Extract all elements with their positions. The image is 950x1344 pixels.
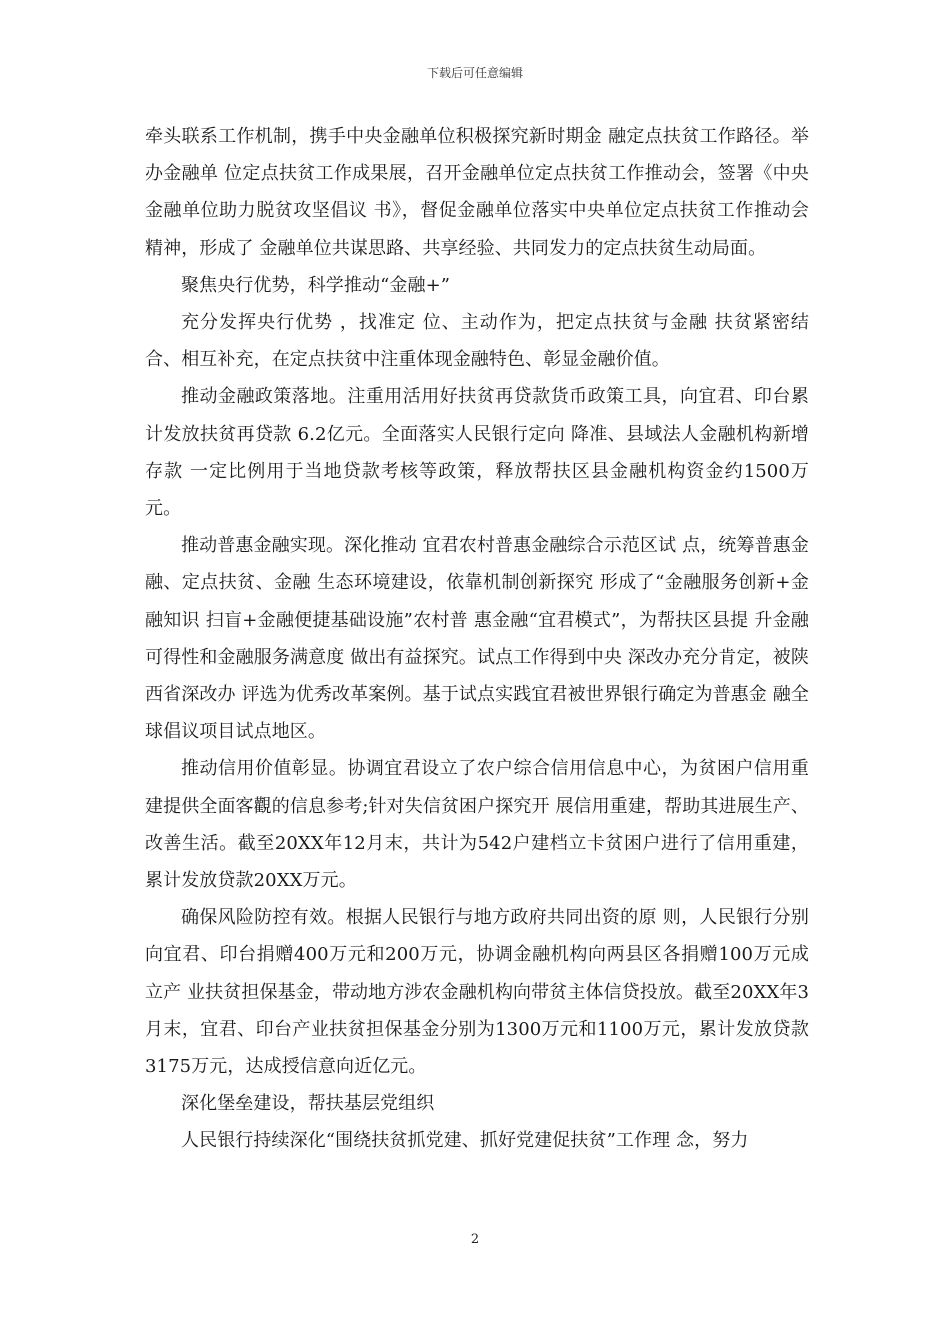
paragraph: 推动普惠金融实现。深化推动 宜君农村普惠金融综合示范区试 点，统筹普惠金融、定点扶贫、金融 生态环境建设，依靠机制创新探究 形成了“金融服务创新+金融知识 扫盲+金融便捷基础设施”农村普 惠金融“宜君模式”，为帮扶区县提 升金融可得性和金融服务满意度 做出有益探究。试点工作得到中央 深改办充分肯定，被陕西省深改办 评选为优秀改革案例。基于试点实践宜君被世界银行确定为普惠金 融全球倡议项目试点地区。: [145, 535, 809, 743]
page-number: 2: [470, 1232, 480, 1247]
paragraph: 充分发挥央行优势 ，找准定 位、主动作为，把定点扶贫与金融 扶贫紧密结合、相互补充，在定点扶贫中注重体现金融特色、彰显金融价值。: [145, 312, 809, 371]
document-body: [145, 118, 809, 1160]
page-header: 下载后可任意编辑: [426, 66, 523, 80]
section-heading: 聚焦央行优势，科学推动“金融+”: [181, 274, 451, 296]
paragraph: 推动信用价值彰显。协调宜君设立了农户综合信用信息中心，为贫困户信用重建提供全面客觀的信息参考;针对失信贫困户探究开 展信用重建，帮助其进展生产、改善生活。截至20XX年12月末，共计为542户建档立卡贫困户进行了信用重建，累计发放贷款20XX万元。: [145, 758, 809, 892]
paragraph: 确保风险防控有效。根据人民银行与地方政府共同出资的原 则，人民银行分别向宜君、印台捐赠400万元和200万元，协调金融机构向两县区各捐赠100万元成立产 业扶贫担保基金，带动地方涉农金融机构向带贫主体信贷投放。截至20XX年3月末，宜君、印台产业扶贫担保基金分别为1300万元和1100万元，累计发放贷款3175万元，达成授信意向近亿元。: [145, 907, 809, 1078]
paragraph: 人民银行持续深化“围绕扶贫抓党建、抓好党建促扶贫”工作理 念，努力: [181, 1130, 749, 1152]
section-heading: 深化堡垒建设，帮扶基层党组织: [181, 1093, 435, 1115]
paragraph: 牵头联系工作机制，携手中央金融单位积极探究新时期金 融定点扶贫工作路径。举办金融单 位定点扶贫工作成果展，召开金融单位定点扶贫工作推动会，签署《中央金融单位助力脱贫攻坚倡议 书》，督促金融单位落实中央单位定点扶贫工作推动会精神，形成了 金融单位共谋思路、共享经验、共同发力的定点扶贫生动局面。: [145, 126, 809, 259]
paragraph: 推动金融政策落地。注重用活用好扶贫再贷款货币政策工具，向宜君、印台累计发放扶贫再贷款 6.2亿元。全面落实人民银行定向 降准、县域法人金融机构新增存款 一定比例用于当地贷款考核等政策，释放帮扶区县金融机构资金约1500万元。: [145, 386, 809, 520]
